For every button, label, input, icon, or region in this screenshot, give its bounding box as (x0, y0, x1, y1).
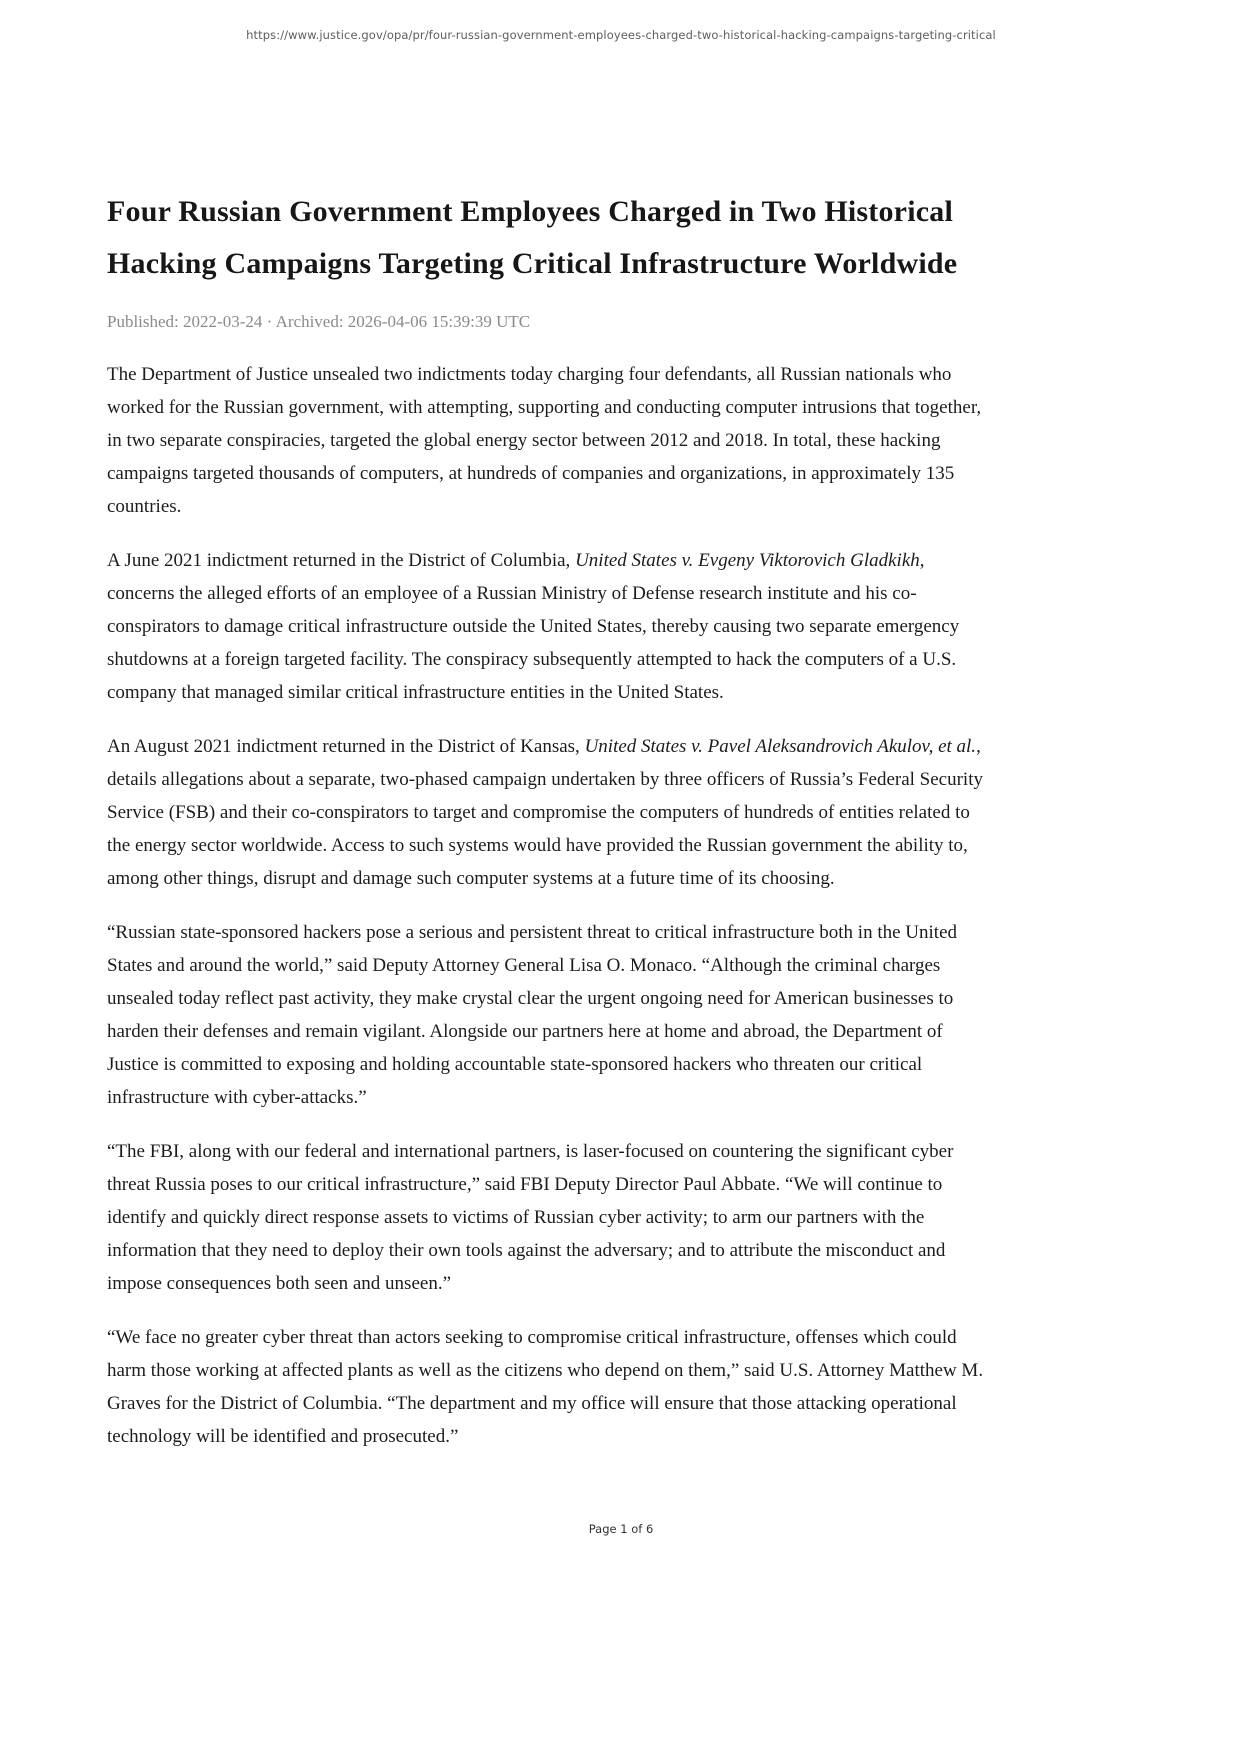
paragraph-text: , concerns the alleged efforts of an employee of a Russian Ministry of Defense research institute and his co-conspirators to damage critical infrastructure outside the United States, thereby causing two separate emergency shutdowns at a foreign targeted facility. The conspiracy subsequently attempted to hack the computers of a U.S. company that managed similar critical infrastructure entities in the United States. (107, 550, 960, 703)
document-url: https://www.justice.gov/opa/pr/four-russian-government-employees-charged-two-historical-hacking-campaigns-targeting-critical (246, 28, 996, 42)
article-paragraph (107, 544, 987, 709)
case-name-italic: United States v. Pavel Aleksandrovich Akulov, et al. (584, 736, 977, 757)
article-content (107, 186, 987, 1474)
paragraph-text: “The FBI, along with our federal and international partners, is laser-focused on countering the significant cyber threat Russia poses to our critical infrastructure,” said FBI Deputy Director Paul Abbate. “We will continue to identify and quickly direct response assets to victims of Russian cyber activity; to arm our partners with the information that they need to deploy their own tools against the adversary; and to attribute the misconduct and impose consequences both seen and unseen.” (107, 1141, 954, 1294)
article-paragraph (107, 730, 987, 895)
paragraph-text: , details allegations about a separate, two-phased campaign undertaken by three officers of Russia’s Federal Security Service (FSB) and their co-conspirators to target and compromise the computers of hundreds of entities related to the energy sector worldwide. Access to such systems would have provided the Russian government the ability to, among other things, disrupt and damage such computer systems at a future time of its choosing. (107, 736, 983, 889)
published-line: Published: 2022-03-24 · Archived: 2026-04-06 15:39:39 UTC (107, 312, 531, 331)
article-paragraph (107, 1321, 987, 1453)
paragraph-text: An August 2021 indictment returned in the District of Kansas, (107, 736, 585, 757)
paragraph-text: “Russian state-sponsored hackers pose a serious and persistent threat to critical infrastructure both in the United States and around the world,” said Deputy Attorney General Lisa O. Monaco. “Although the criminal charges unsealed today reflect past activity, they make crystal clear the urgent ongoing need for American businesses to harden their defenses and remain vigilant. Alongside our partners here at home and abroad, the Department of Justice is committed to exposing and holding accountable state-sponsored hackers who threaten our critical infrastructure with cyber-attacks.” (107, 922, 957, 1108)
article-body (107, 358, 987, 1453)
case-name-italic: United States v. Evgeny Viktorovich Gladkikh (575, 550, 920, 571)
article-paragraph (107, 916, 987, 1114)
article-title: Four Russian Government Employees Charged in Two Historical Hacking Campaigns Targeting Critical Infrastructure Worldwide (107, 195, 958, 280)
article-paragraph (107, 1135, 987, 1300)
article-paragraph (107, 358, 987, 523)
paragraph-text: “We face no greater cyber threat than actors seeking to compromise critical infrastructure, offenses which could harm those working at affected plants as well as the citizens who depend on them,” said U.S. Attorney Matthew M. Graves for the District of Columbia. “The department and my office will ensure that those attacking operational technology will be identified and prosecuted.” (107, 1327, 984, 1447)
paragraph-text: The Department of Justice unsealed two indictments today charging four defendants, all Russian nationals who worked for the Russian government, with attempting, supporting and conducting computer intrusions that together, in two separate conspiracies, targeted the global energy sector between 2012 and 2018. In total, these hacking campaigns targeted thousands of computers, at hundreds of companies and organizations, in approximately 135 countries. (107, 364, 982, 517)
page-number: Page 1 of 6 (588, 1522, 654, 1536)
paragraph-text: A June 2021 indictment returned in the District of Columbia, (107, 550, 576, 571)
